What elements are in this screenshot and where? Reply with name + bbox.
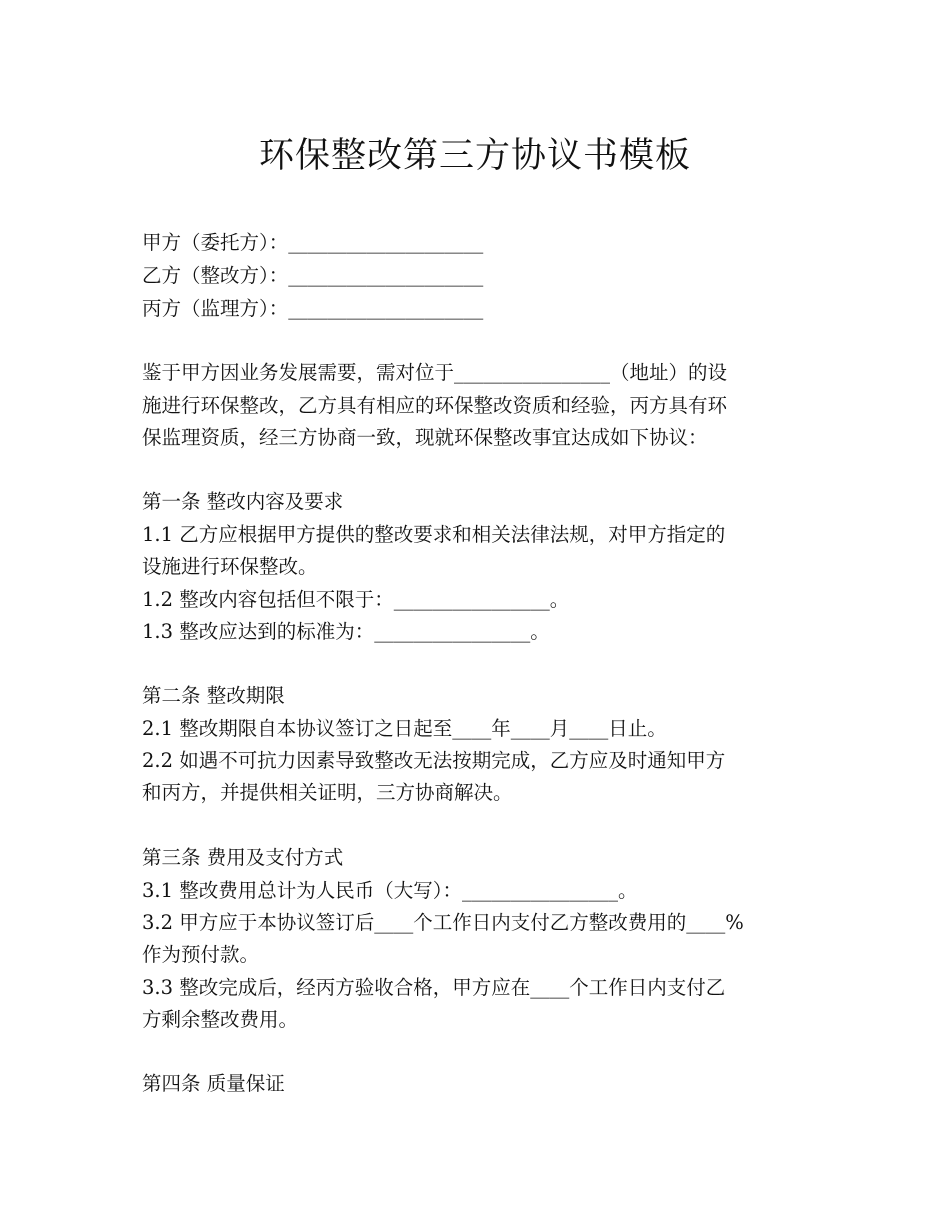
- article-heading: 第二条 整改期限: [142, 684, 285, 707]
- preamble-line: 施进行环保整改，乙方具有相应的环保整改资质和经验，丙方具有环: [142, 394, 728, 417]
- page-title: 环保整改第三方协议书模板: [258, 136, 691, 176]
- article-heading: 第一条 整改内容及要求: [142, 490, 344, 513]
- clause-line: 和丙方，并提供相关证明，三方协商解决。: [142, 781, 513, 804]
- clause-line: 方剩余整改费用。: [142, 1008, 299, 1031]
- clause-line: 1.3 整改应达到的标准为：________________。: [142, 620, 550, 643]
- clause-line: 1.1 乙方应根据甲方提供的整改要求和相关法律法规，对甲方指定的: [142, 523, 726, 546]
- preamble-line: 鉴于甲方因业务发展需要，需对位于________________（地址）的设: [142, 361, 728, 384]
- preamble-line: 保监理资质，经三方协商一致，现就环保整改事宜达成如下协议：: [142, 426, 708, 449]
- clause-line: 设施进行环保整改。: [142, 555, 318, 578]
- party-a-line: 甲方（委托方）：____________________: [142, 231, 484, 254]
- article-heading: 第四条 质量保证: [142, 1072, 285, 1095]
- clause-line: 1.2 整改内容包括但不限于：________________。: [142, 588, 570, 611]
- clause-line: 3.2 甲方应于本协议签订后____个工作日内支付乙方整改费用的____%: [142, 911, 744, 934]
- clause-line: 作为预付款。: [142, 943, 260, 966]
- clause-line: 2.2 如遇不可抗力因素导致整改无法按期完成，乙方应及时通知甲方: [142, 749, 726, 772]
- clause-line: 3.1 整改费用总计为人民币（大写）：________________。: [142, 879, 638, 902]
- clause-line: 2.1 整改期限自本协议签订之日起至____年____月____日止。: [142, 717, 667, 740]
- party-c-line: 丙方（监理方）：____________________: [142, 297, 484, 320]
- party-b-line: 乙方（整改方）：____________________: [142, 264, 484, 287]
- clause-line: 3.3 整改完成后，经丙方验收合格，甲方应在____个工作日内支付乙: [142, 976, 726, 999]
- article-heading: 第三条 费用及支付方式: [142, 846, 344, 869]
